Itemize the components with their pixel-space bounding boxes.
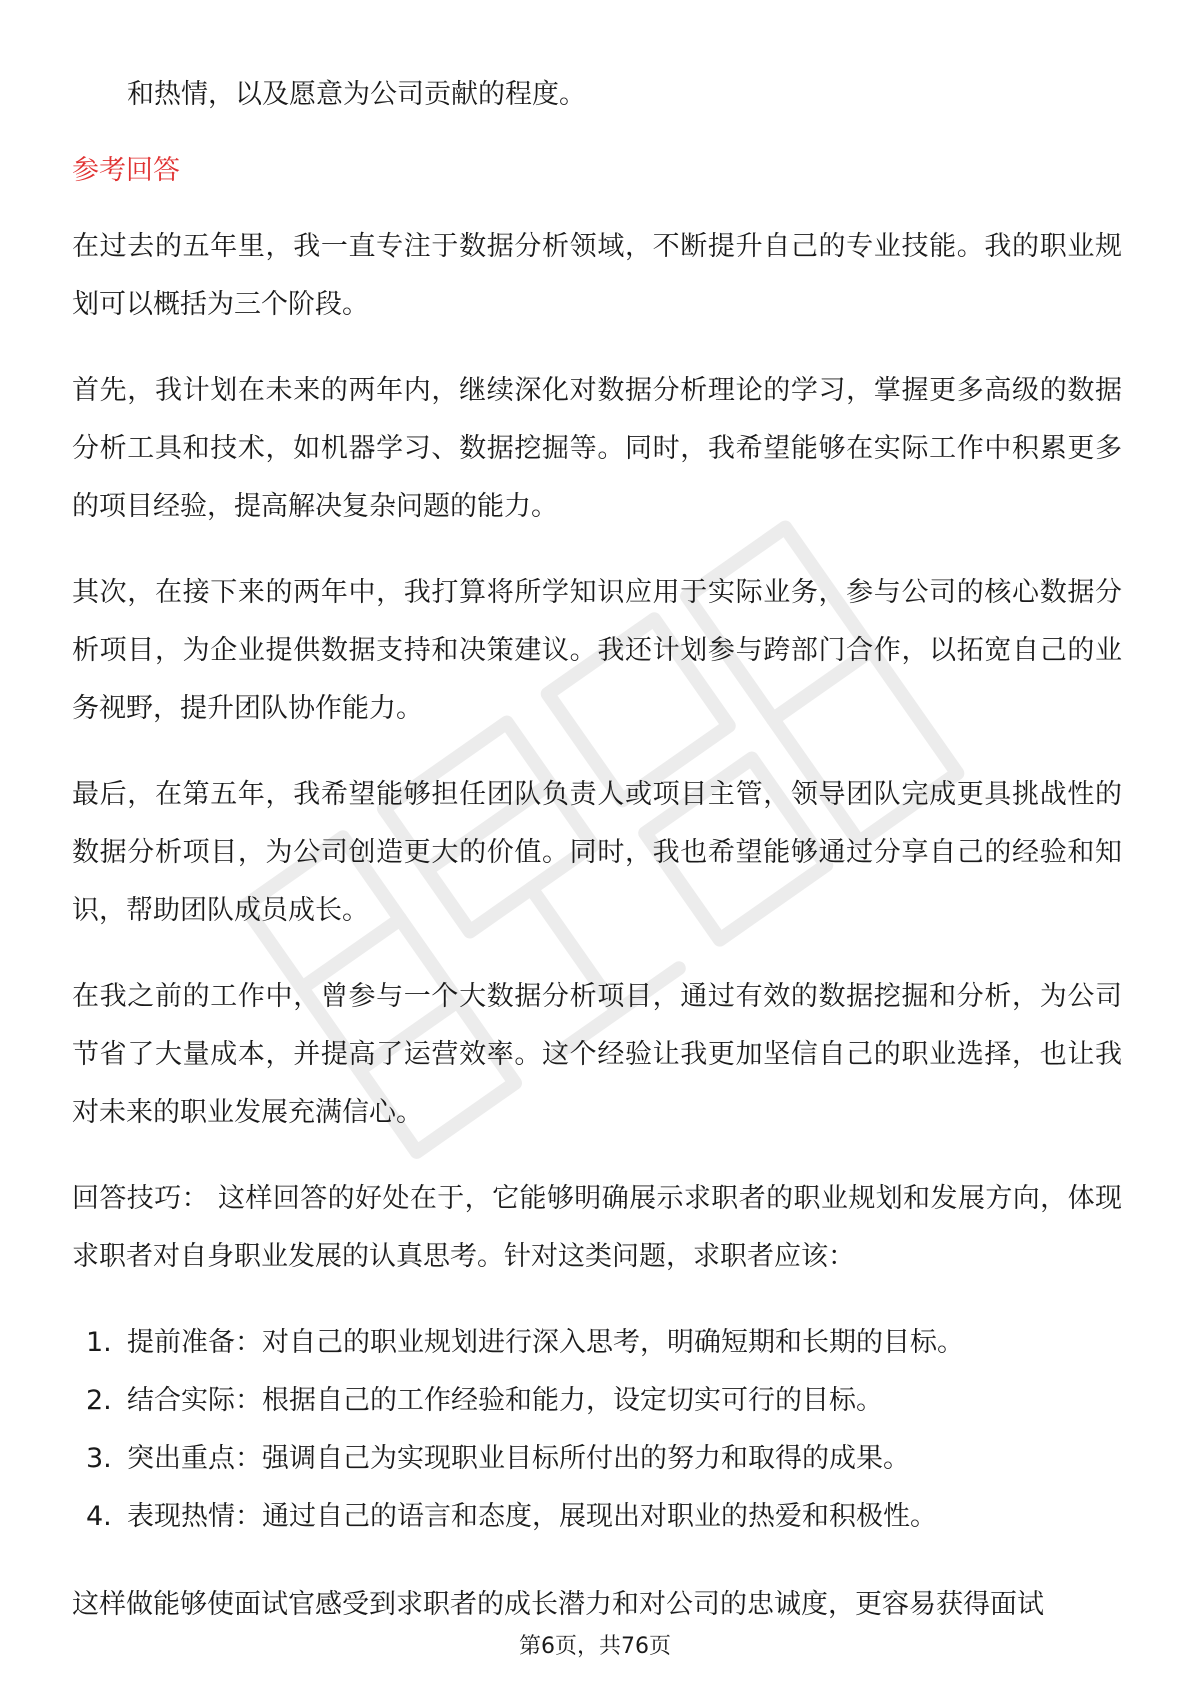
list-item — [72, 1372, 1122, 1430]
paragraph-intro: 在过去的五年里，我一直专注于数据分析领域，不断提升自己的专业技能。我的职业规划可以概括为三个阶段。 — [72, 231, 1122, 320]
document-content — [72, 66, 1122, 1662]
list-item-number: 1. — [86, 1327, 112, 1358]
paragraph-answer-tips: 回答技巧： 这样回答的好处在于，它能够明确展示求职者的职业规划和发展方向，体现求职者对自身职业发展的认真思考。针对这类问题，求职者应该： — [72, 1183, 1122, 1272]
list-item — [72, 1430, 1122, 1488]
page-number-footer: 第6页，共76页 — [519, 1634, 671, 1659]
list-item-text: 提前准备：对自己的职业规划进行深入思考，明确短期和长期的目标。 — [127, 1327, 964, 1358]
list-item-text: 突出重点：强调自己为实现职业目标所付出的努力和取得的成果。 — [127, 1443, 910, 1474]
list-item-number: 3. — [86, 1443, 112, 1474]
section-heading: 参考回答 — [72, 155, 180, 186]
paragraph-second: 其次，在接下来的两年中，我打算将所学知识应用于实际业务，参与公司的核心数据分析项目，为企业提供数据支持和决策建议。我还计划参与跨部门合作，以拓宽自己的业务视野，提升团队协作能力。 — [72, 577, 1122, 724]
paragraph-closing: 这样做能够使面试官感受到求职者的成长潜力和对公司的忠诚度，更容易获得面试 — [72, 1589, 1044, 1620]
continuation-text: 和热情，以及愿意为公司贡献的程度。 — [127, 79, 586, 110]
paragraph-experience: 在我之前的工作中，曾参与一个大数据分析项目，通过有效的数据挖掘和分析，为公司节省了大量成本，并提高了运营效率。这个经验让我更加坚信自己的职业选择，也让我对未来的职业发展充满信心。 — [72, 981, 1122, 1128]
list-item-text: 结合实际：根据自己的工作经验和能力，设定切实可行的目标。 — [127, 1385, 883, 1416]
list-item — [72, 1488, 1122, 1546]
paragraph-finally: 最后，在第五年，我希望能够担任团队负责人或项目主管，领导团队完成更具挑战性的数据分析项目，为公司创造更大的价值。同时，我也希望能够通过分享自己的经验和知识，帮助团队成员成长。 — [72, 779, 1122, 926]
list-item — [72, 1314, 1122, 1372]
list-item-number: 2. — [86, 1385, 112, 1416]
list-item-text: 表现热情：通过自己的语言和态度，展现出对职业的热爱和积极性。 — [127, 1501, 937, 1532]
paragraph-first: 首先，我计划在未来的两年内，继续深化对数据分析理论的学习，掌握更多高级的数据分析工具和技术，如机器学习、数据挖掘等。同时，我希望能够在实际工作中积累更多的项目经验，提高解决复杂问题的能力。 — [72, 375, 1122, 522]
tips-list — [72, 1314, 1122, 1546]
list-item-number: 4. — [86, 1501, 112, 1532]
